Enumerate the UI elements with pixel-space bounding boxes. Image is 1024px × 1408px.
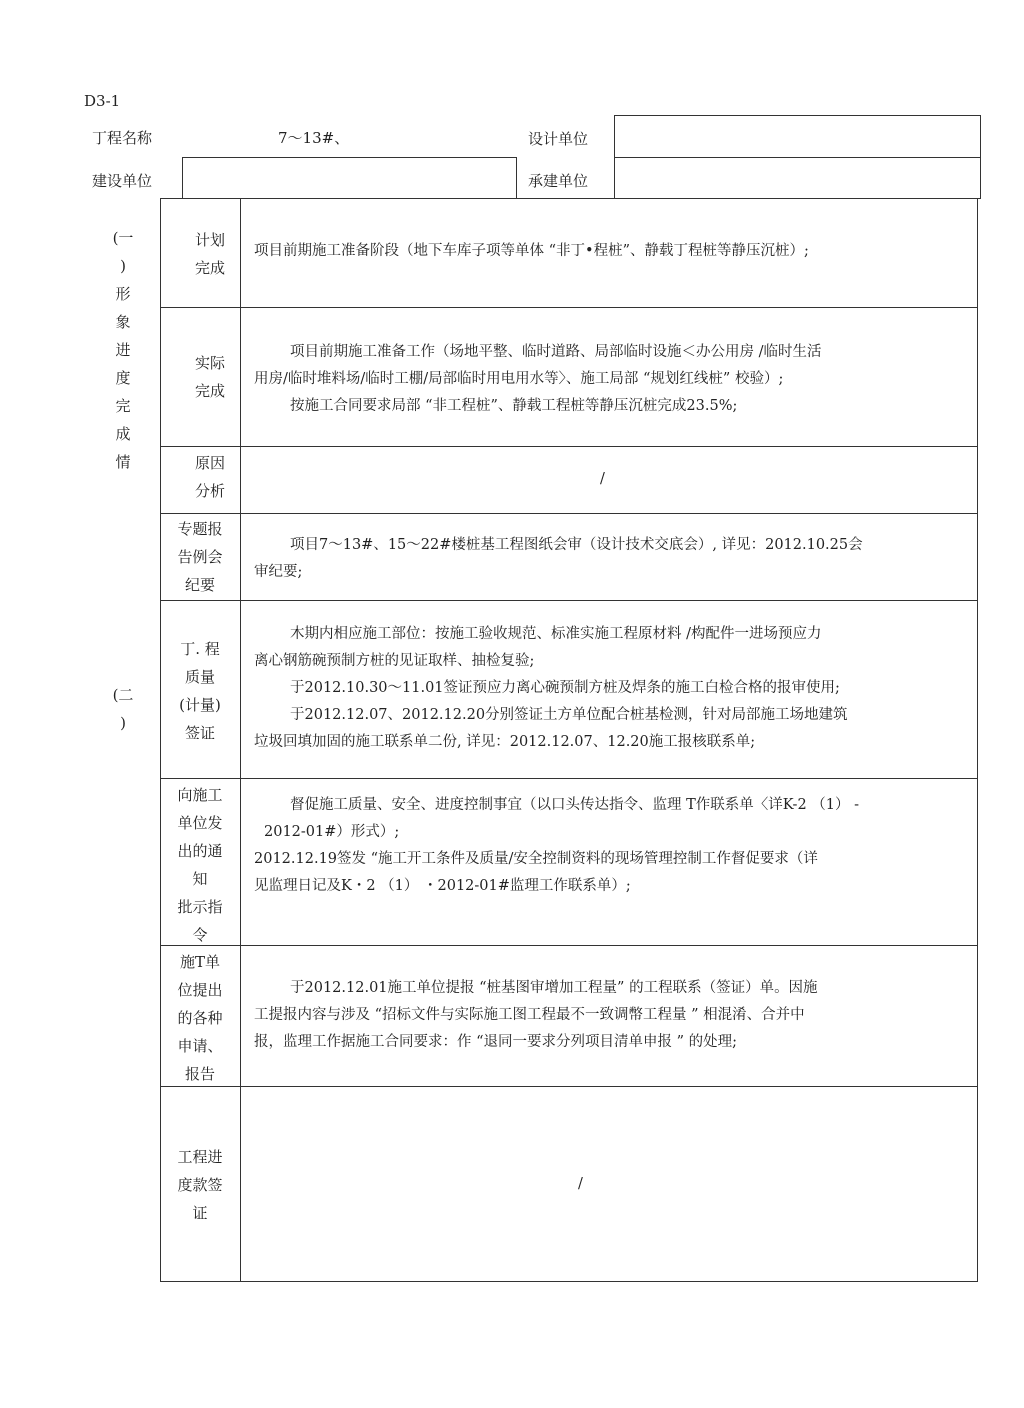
project-name-label: 丁程名称 (92, 129, 153, 147)
content-line: 督促施工质量、安全、进度控制事宜（以口头传达指令、监理 T作联系单〈详K-2 （1） - (290, 797, 860, 813)
row-divider (160, 945, 978, 946)
row-content-cause (600, 466, 640, 493)
row-divider (160, 600, 978, 601)
row-divider (160, 1086, 978, 1087)
row-label-payment: 工程进 度款签 证 (177, 1148, 223, 1222)
table-column-divider (240, 198, 241, 1282)
section-two-label: (二 ) (112, 686, 134, 732)
content-line: 于2012.12.07、2012.12.20分别签证土方单位配合桩基检测，针对局部施工场地建筑 (290, 707, 848, 723)
contractor-field (614, 157, 981, 199)
row-divider (160, 513, 978, 514)
row-label-applications: 施T单 位提出 的各种 申请、 报告 (177, 953, 223, 1083)
project-name-value: 7～13#、 (278, 129, 350, 147)
content-line: 于2012.12.01施工单位提报 “桩基图审增加工程量” 的工程联系（签证）单。因施 (290, 980, 818, 996)
content-line: 2012.12.19签发 “施工开工条件及质量/安全控制资料的现场管理控制工作督促要求（详 (254, 851, 818, 867)
content-line: 垃圾回填加固的施工联系单二份, 详见：2012.12.07、12.20施工报核联系单; (254, 734, 756, 750)
row-label-quality: 丁. 程 质量 (计量) 签证 (179, 640, 221, 742)
design-unit-field (614, 115, 981, 158)
content-line: 用房/临时堆料场/临时工棚/局部临时用电用水等〉、施工局部 “规划红线桩” 校验）; (254, 371, 784, 387)
content-line: 2012-01#）形式）; (264, 824, 400, 840)
row-content-meeting (254, 532, 966, 586)
content-line: 项目前期施工准备阶段（地下车库子项等单体 “非丁•程桩”、静载丁程桩等静压沉桩）; (254, 243, 809, 259)
content-line: 审纪要; (254, 564, 303, 580)
row-content-applications (254, 975, 966, 1056)
row-divider (160, 778, 978, 779)
build-unit-field (182, 157, 517, 199)
row-label-cause: 原因 分析 (194, 454, 225, 500)
row-content-actual (254, 339, 966, 420)
content-line: 按施工合同要求局部 “非工程桩”、静载工程桩等静压沉桩完成23.5%; (290, 398, 738, 414)
row-content-payment (578, 1171, 618, 1198)
section-one-label: (一 ) 形 象 进 度 完 成 情 (112, 229, 134, 471)
row-content-planned (254, 238, 966, 265)
content-line: 木期内相应施工部位：按施工验收规范、标准实施工程原材料 /构配件一进场预应力 (290, 626, 822, 642)
row-label-meeting: 专题报 告例会 纪要 (177, 520, 223, 594)
content-line: 见监理日记及K・2 （1） ・2012-01#监理工作联系单）; (254, 878, 631, 894)
build-unit-label: 建设单位 (92, 172, 153, 190)
content-line: 于2012.10.30～11.01签证预应力离心碗预制方桩及焊条的施工白检合格的报审使用; (290, 680, 840, 696)
content-line: 项目前期施工准备工作（场地平整、临时道路、局部临时设施＜办公用房 /临时生活 (290, 344, 822, 360)
row-label-actual: 实际 完成 (194, 354, 225, 400)
document-code: D3-1 (84, 92, 121, 110)
row-content-quality (254, 621, 966, 756)
content-line: 离心钢筋碗预制方桩的见证取样、抽检复验; (254, 653, 535, 669)
row-label-notices: 向施工 单位发 出的通 知 批示指 令 (177, 786, 223, 944)
contractor-label: 承建单位 (528, 172, 589, 190)
row-content-notices (254, 792, 966, 900)
content-line: 工提报内容与涉及 “招标文件与实际施工图工程最不一致调幣工程量 ” 相混淆、合并中 (254, 1007, 805, 1023)
content-line: 报，监理工作据施工合同要求：作 “退同一要求分列项目清单申报 ” 的处理; (254, 1034, 738, 1050)
row-label-planned: 计划 完成 (194, 231, 225, 277)
row-divider (160, 446, 978, 447)
content-line: / (600, 471, 605, 487)
content-line: / (578, 1176, 583, 1192)
design-unit-label: 设计单位 (528, 130, 589, 148)
content-line: 项目7～13#、15～22#楼桩基工程图纸会审（设计技术交底会）, 详见：2012.10.25会 (290, 537, 863, 553)
row-divider (160, 307, 978, 308)
